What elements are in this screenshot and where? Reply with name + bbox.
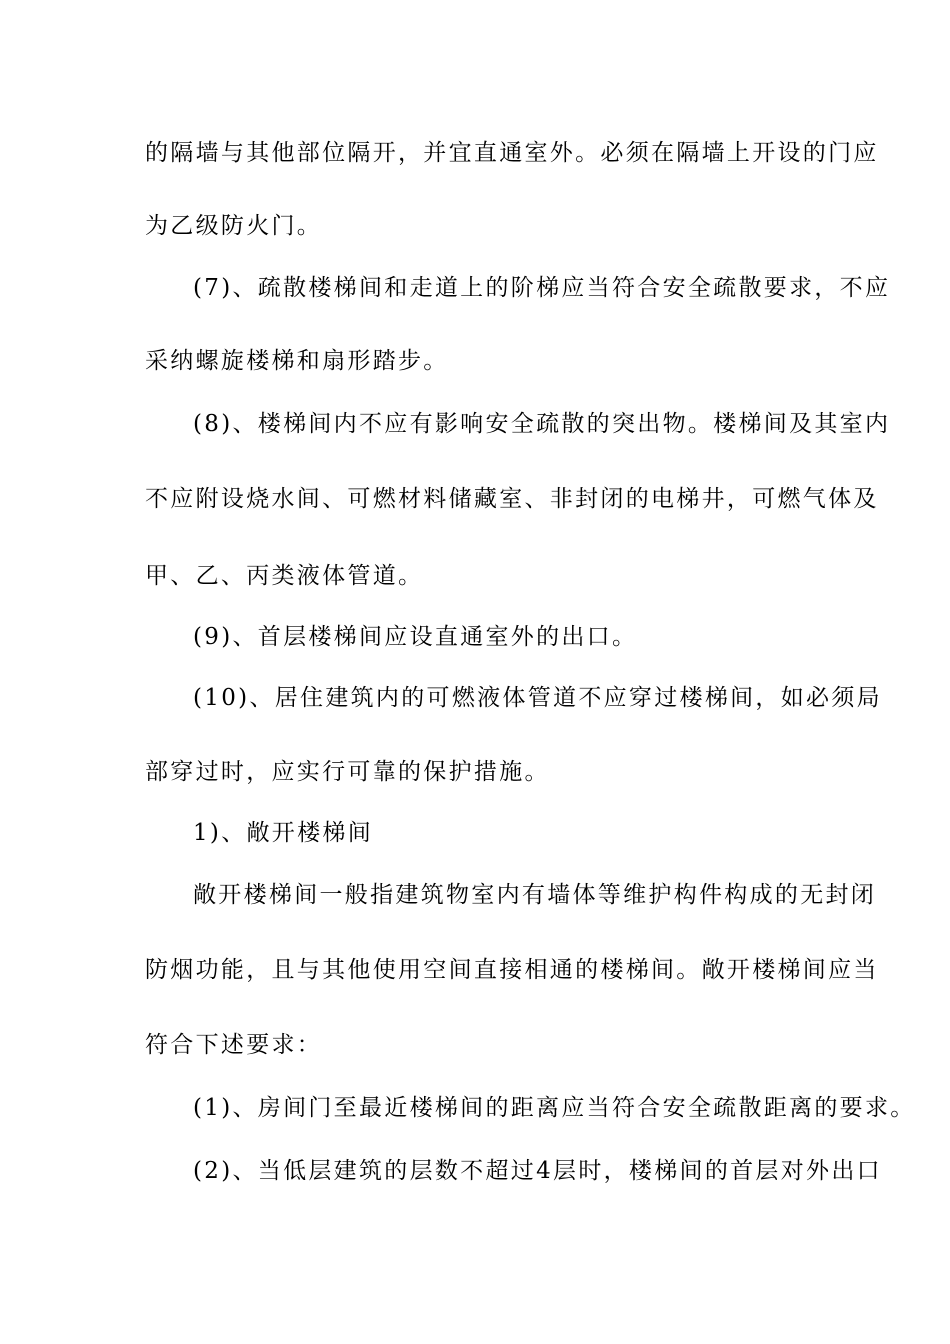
paragraph-open-stair-line-1: 敞开楼梯间一般指建筑物室内有墙体等维护构件构成的无封闭 bbox=[193, 882, 877, 908]
requirement-1-line-1: (1)、房间门至最近楼梯间的距离应当符合安全疏散距离的要求。 bbox=[193, 1095, 916, 1121]
paragraph-10-line-1: (10)、居住建筑内的可燃液体管道不应穿过楼梯间，如必须局 bbox=[193, 685, 882, 711]
paragraph-open-stair-line-2: 防烟功能，且与其他使用空间直接相通的楼梯间。敞开楼梯间应当 bbox=[145, 957, 879, 983]
paragraph-7-line-1: (7)、疏散楼梯间和走道上的阶梯应当符合安全疏散要求，不应 bbox=[193, 275, 891, 301]
paragraph-9-line-1: (9)、首层楼梯间应设直通室外的出口。 bbox=[193, 624, 638, 650]
section-heading: 1)、敞开楼梯间 bbox=[193, 820, 374, 846]
text-line-1: 的隔墙与其他部位隔开，并宜直通室外。必须在隔墙上开设的门应 bbox=[145, 140, 879, 166]
requirement-2-line-1: (2)、当低层建筑的层数不超过4层时，楼梯间的首层对外出口 bbox=[193, 1158, 882, 1184]
paragraph-10-line-2: 部穿过时，应实行可靠的保护措施。 bbox=[145, 759, 550, 785]
paragraph-8-line-1: (8)、楼梯间内不应有影响安全疏散的突出物。楼梯间及其室内 bbox=[193, 411, 891, 437]
paragraph-8-line-3: 甲、乙、丙类液体管道。 bbox=[145, 563, 424, 589]
paragraph-8-line-2: 不应附设烧水间、可燃材料储藏室、非封闭的电梯井，可燃气体及 bbox=[145, 486, 879, 512]
text-line-2: 为乙级防火门。 bbox=[145, 213, 323, 239]
paragraph-7-line-2: 采纳螺旋楼梯和扇形踏步。 bbox=[145, 348, 449, 374]
paragraph-open-stair-line-3: 符合下述要求： bbox=[145, 1032, 323, 1058]
